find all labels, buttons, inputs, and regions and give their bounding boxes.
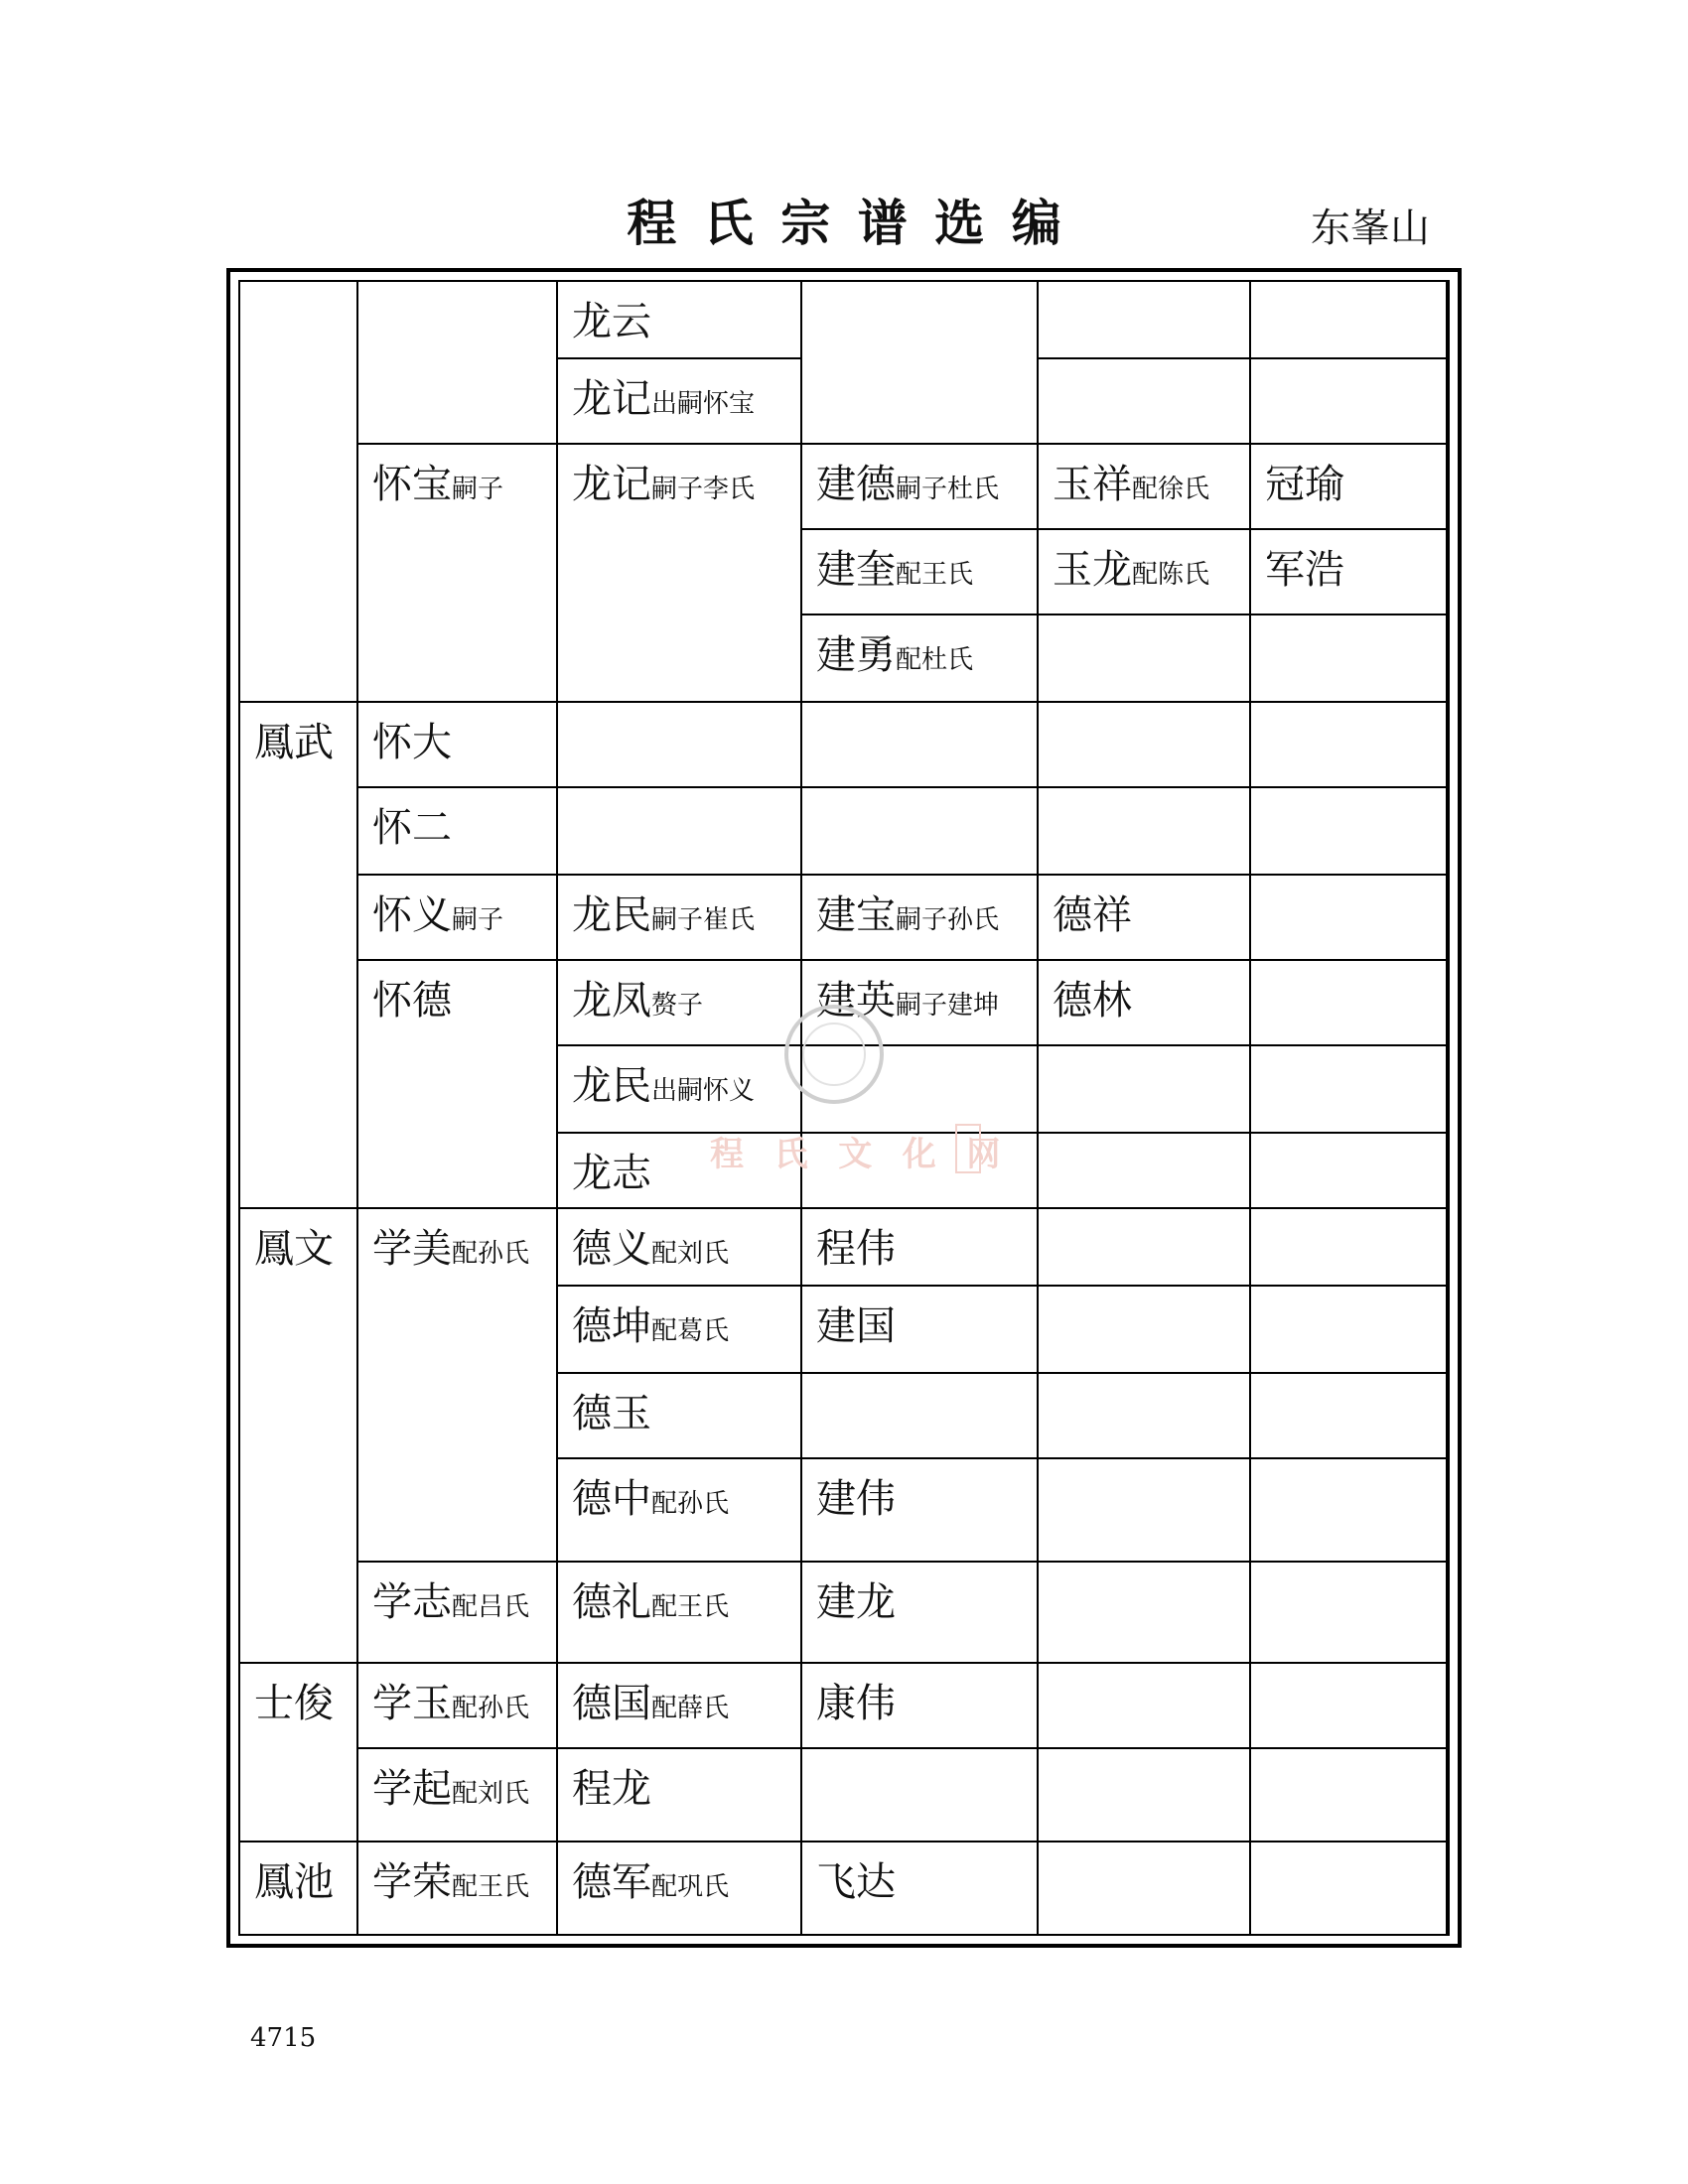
cell-note: 配孙氏: [452, 1239, 530, 1269]
cell-name: 学玉: [372, 1681, 452, 1726]
table-cell: [358, 876, 558, 961]
cell-name: 怀义: [372, 892, 452, 938]
table-cell: [1039, 1287, 1251, 1374]
table-cell: [1251, 1459, 1448, 1563]
table-cell: [1039, 1664, 1251, 1749]
cell-name: 德义: [572, 1226, 651, 1272]
table-cell: [1039, 1134, 1251, 1209]
cell-name: 建奎: [816, 547, 896, 593]
table-cell: [802, 788, 1039, 876]
table-cell: [1039, 788, 1251, 876]
table-cell: [1039, 445, 1251, 530]
cell-note: 嗣子李氏: [651, 475, 756, 504]
table-cell: [558, 1046, 802, 1134]
cell-note: 嗣子孙氏: [896, 905, 1000, 935]
region-name: 东峯山: [1311, 205, 1430, 251]
table-cell: [358, 1749, 558, 1843]
table-cell: [802, 615, 1039, 703]
table-cell: [1039, 1209, 1251, 1287]
table-cell: [1251, 530, 1448, 615]
table-cell: [1039, 282, 1251, 359]
cell-note: 嗣子建坤: [896, 991, 1000, 1021]
table-cell: [358, 1664, 558, 1749]
table-cell: [802, 445, 1039, 530]
table-cell: [1251, 1046, 1448, 1134]
table-cell: [802, 530, 1039, 615]
cell-note: 配徐氏: [1132, 475, 1210, 504]
table-cell: [358, 1209, 558, 1563]
cell-name: 程龙: [572, 1766, 651, 1812]
cell-name: 学志: [372, 1579, 452, 1625]
cell-name: 康伟: [816, 1681, 896, 1726]
cell-name: 德中: [572, 1476, 651, 1522]
table-cell: [1039, 1563, 1251, 1664]
table-cell: [802, 1664, 1039, 1749]
seal-stamp: [784, 1005, 884, 1104]
page-title: 程氏宗谱选编: [627, 195, 1089, 252]
cell-name: 军浩: [1265, 547, 1344, 593]
table-cell: [1251, 876, 1448, 961]
table-cell: [358, 445, 558, 703]
table-cell: [802, 282, 1039, 445]
genealogy-table: [238, 280, 1450, 1936]
table-cell: [802, 1563, 1039, 1664]
table-cell: [1251, 788, 1448, 876]
cell-name: 建龙: [816, 1579, 896, 1625]
table-cell: [558, 1749, 802, 1843]
cell-name: 德祥: [1053, 892, 1132, 938]
cell-note: 配吕氏: [452, 1592, 530, 1622]
table-cell: [558, 282, 802, 359]
cell-name: 德坤: [572, 1303, 651, 1349]
table-cell: [802, 1749, 1039, 1843]
table-cell: [558, 1209, 802, 1287]
cell-name: 德军: [572, 1859, 651, 1905]
table-cell: [558, 788, 802, 876]
cell-name: 龙记: [572, 376, 651, 422]
table-cell: [1251, 359, 1448, 445]
table-cell: [240, 1664, 358, 1843]
table-cell: [802, 1459, 1039, 1563]
cell-note: 赘子: [651, 991, 704, 1021]
table-cell: [240, 1843, 358, 1936]
table-cell: [1251, 703, 1448, 788]
cell-name: 龙民: [572, 1063, 651, 1109]
cell-name: 学起: [372, 1766, 452, 1812]
cell-name: 德林: [1053, 978, 1132, 1024]
table-cell: [1039, 876, 1251, 961]
table-cell: [240, 1209, 358, 1664]
cell-name: 学美: [372, 1226, 452, 1272]
table-cell: [1251, 1134, 1448, 1209]
cell-name: 龙民: [572, 892, 651, 938]
table-cell: [1251, 1563, 1448, 1664]
table-cell: [358, 1843, 558, 1936]
cell-name: 怀二: [372, 805, 452, 851]
cell-note: 出嗣怀义: [651, 1076, 756, 1106]
table-cell: [1039, 1843, 1251, 1936]
table-cell: [802, 1843, 1039, 1936]
table-cell: [358, 282, 558, 445]
cell-name: 鳳武: [254, 720, 334, 765]
table-cell: [358, 703, 558, 788]
cell-name: 玉龙: [1053, 547, 1132, 593]
table-cell: [558, 1843, 802, 1936]
table-cell: [802, 1374, 1039, 1459]
table-cell: [1039, 1459, 1251, 1563]
watermark-text: 程氏文化网: [710, 1135, 1031, 1174]
cell-name: 玉祥: [1053, 462, 1132, 507]
table-cell: [558, 1664, 802, 1749]
cell-name: 德玉: [572, 1391, 651, 1436]
table-cell: [1251, 1209, 1448, 1287]
table-cell: [558, 359, 802, 445]
table-cell: [1251, 1843, 1448, 1936]
cell-note: 嗣子杜氏: [896, 475, 1000, 504]
cell-note: 配王氏: [896, 560, 974, 590]
table-cell: [358, 1563, 558, 1664]
cell-name: 飞达: [816, 1859, 896, 1905]
table-cell: [1039, 1046, 1251, 1134]
page-number: 4715: [250, 2023, 317, 2053]
table-cell: [802, 1209, 1039, 1287]
cell-name: 鳳文: [254, 1226, 334, 1272]
cell-name: 士俊: [254, 1681, 334, 1726]
table-cell: [558, 1459, 802, 1563]
table-cell: [802, 876, 1039, 961]
cell-name: 龙志: [572, 1151, 651, 1196]
table-cell: [1251, 1287, 1448, 1374]
cell-note: 嗣子: [452, 475, 504, 504]
cell-note: 配孙氏: [452, 1694, 530, 1723]
table-cell: [1251, 1749, 1448, 1843]
table-cell: [1039, 703, 1251, 788]
table-cell: [1251, 1374, 1448, 1459]
table-cell: [240, 282, 358, 703]
table-cell: [1039, 359, 1251, 445]
table-cell: [358, 961, 558, 1209]
cell-name: 学荣: [372, 1859, 452, 1905]
cell-name: 龙云: [572, 299, 651, 344]
cell-note: 配王氏: [452, 1872, 530, 1902]
table-cell: [1039, 1374, 1251, 1459]
cell-name: 冠瑜: [1265, 462, 1344, 507]
cell-note: 配薛氏: [651, 1694, 730, 1723]
table-cell: [558, 703, 802, 788]
table-cell: [1039, 530, 1251, 615]
table-cell: [1039, 615, 1251, 703]
table-cell: [802, 1287, 1039, 1374]
cell-name: 建宝: [816, 892, 896, 938]
cell-note: 配陈氏: [1132, 560, 1210, 590]
table-cell: [1251, 961, 1448, 1046]
table-cell: [558, 1287, 802, 1374]
cell-name: 龙凤: [572, 978, 651, 1024]
cell-note: 配巩氏: [651, 1872, 730, 1902]
cell-name: 建德: [816, 462, 896, 507]
table-cell: [558, 1374, 802, 1459]
table-cell: [1251, 1664, 1448, 1749]
cell-name: 怀宝: [372, 462, 452, 507]
cell-name: 龙记: [572, 462, 651, 507]
cell-note: 配葛氏: [651, 1316, 730, 1346]
table-cell: [802, 703, 1039, 788]
table-cell: [558, 876, 802, 961]
cell-name: 德国: [572, 1681, 651, 1726]
cell-note: 配孙氏: [651, 1489, 730, 1519]
table-cell: [1251, 282, 1448, 359]
table-cell: [558, 1563, 802, 1664]
cell-note: 配杜氏: [896, 645, 974, 675]
table-cell: [558, 961, 802, 1046]
watermark-stamp: [955, 1124, 981, 1173]
cell-note: 出嗣怀宝: [651, 389, 756, 419]
cell-name: 怀德: [372, 978, 452, 1024]
cell-name: 建国: [816, 1303, 896, 1349]
cell-name: 程伟: [816, 1226, 896, 1272]
table-cell: [358, 788, 558, 876]
cell-name: 德礼: [572, 1579, 651, 1625]
cell-name: 建勇: [816, 632, 896, 678]
cell-name: 建伟: [816, 1476, 896, 1522]
table-cell: [1039, 1749, 1251, 1843]
cell-note: 嗣子: [452, 905, 504, 935]
cell-name: 建英: [816, 978, 896, 1024]
cell-name: 鳳池: [254, 1859, 334, 1905]
table-cell: [1251, 615, 1448, 703]
cell-note: 配刘氏: [452, 1779, 530, 1809]
table-cell: [240, 703, 358, 1209]
table-cell: [1039, 961, 1251, 1046]
table-cell: [1251, 445, 1448, 530]
cell-name: 怀大: [372, 720, 452, 765]
cell-note: 配王氏: [651, 1592, 730, 1622]
cell-note: 配刘氏: [651, 1239, 730, 1269]
table-cell: [558, 445, 802, 703]
cell-note: 嗣子崔氏: [651, 905, 756, 935]
